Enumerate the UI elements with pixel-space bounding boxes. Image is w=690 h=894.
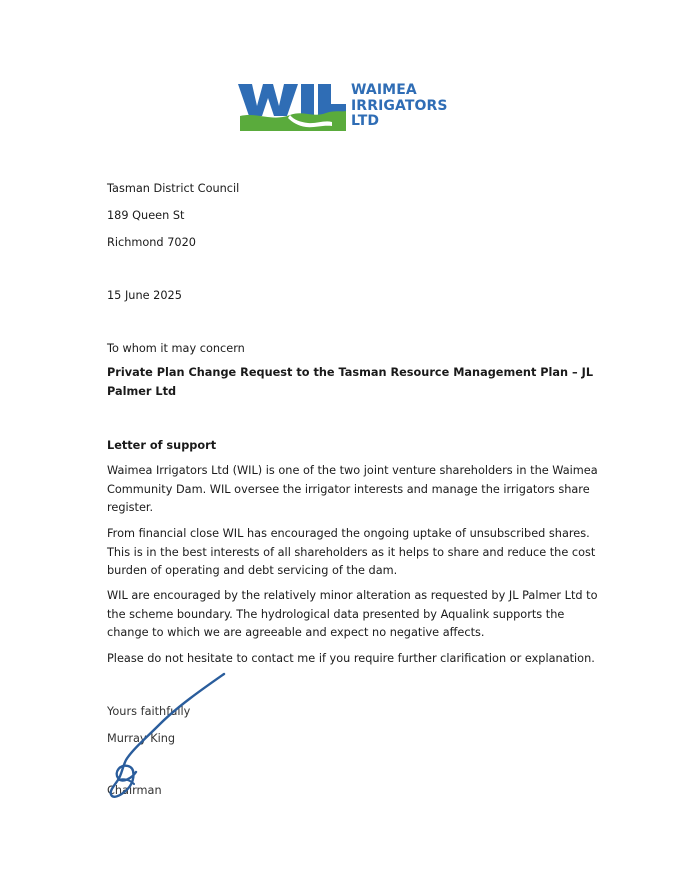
paragraph-line: This is in the best interests of all shareholders as it helps to share and reduce the cost [107,545,596,559]
paragraph-line: From financial close WIL has encouraged the ongoing uptake of unsubscribed shares. [107,527,590,540]
paragraph-line: Community Dam. WIL oversee the irrigator interests and manage the irrigators share [107,482,590,496]
address-line-3: Richmond 7020 [107,236,196,249]
paragraph-line: the scheme boundary. The hydrological data presented by Aqualink supports the [107,607,565,621]
paragraph-line: Please do not hesitate to contact me if you require further clarification or explanation. [107,652,595,665]
signatory-title: Chairman [107,784,162,797]
logo-word-3: LTD [351,113,380,129]
subject-line [107,364,594,401]
closing: Yours faithfully [107,705,191,718]
subject-line-2: Palmer Ltd [107,384,177,398]
paragraph-3 [107,587,598,643]
paragraph-line: register. [107,501,154,514]
paragraph-line: WIL are encouraged by the relatively minor alteration as requested by JL Palmer Ltd to [107,589,598,602]
paragraph-line: change to which we are agreeable and expect no negative affects. [107,626,485,639]
logo-word-2: IRRIGATORS [351,97,448,114]
handwritten-signature [100,668,240,808]
address-line-1: Tasman District Council [107,182,240,195]
address-line-2: 189 Queen St [107,209,185,222]
paragraph-line: Waimea Irrigators Ltd (WIL) is one of the two joint venture shareholders in the Waimea [107,464,598,477]
paragraph-4 [107,650,595,669]
subject-line-1: Private Plan Change Request to the Tasman Resource Management Plan – JL [107,366,594,379]
wil-logo-wordmark [351,83,456,130]
paragraph-line: burden of operating and debt servicing of the dam. [107,564,398,577]
signatory-name: Murray King [107,732,176,745]
logo-word-1: WAIMEA [351,82,417,98]
salutation: To whom it may concern [107,342,245,355]
letter-date: 15 June 2025 [107,289,182,302]
paragraph-1 [107,462,598,518]
wil-logo-mark [238,82,348,134]
paragraph-2 [107,525,596,581]
section-heading: Letter of support [107,439,217,452]
wil-logo [238,82,453,134]
